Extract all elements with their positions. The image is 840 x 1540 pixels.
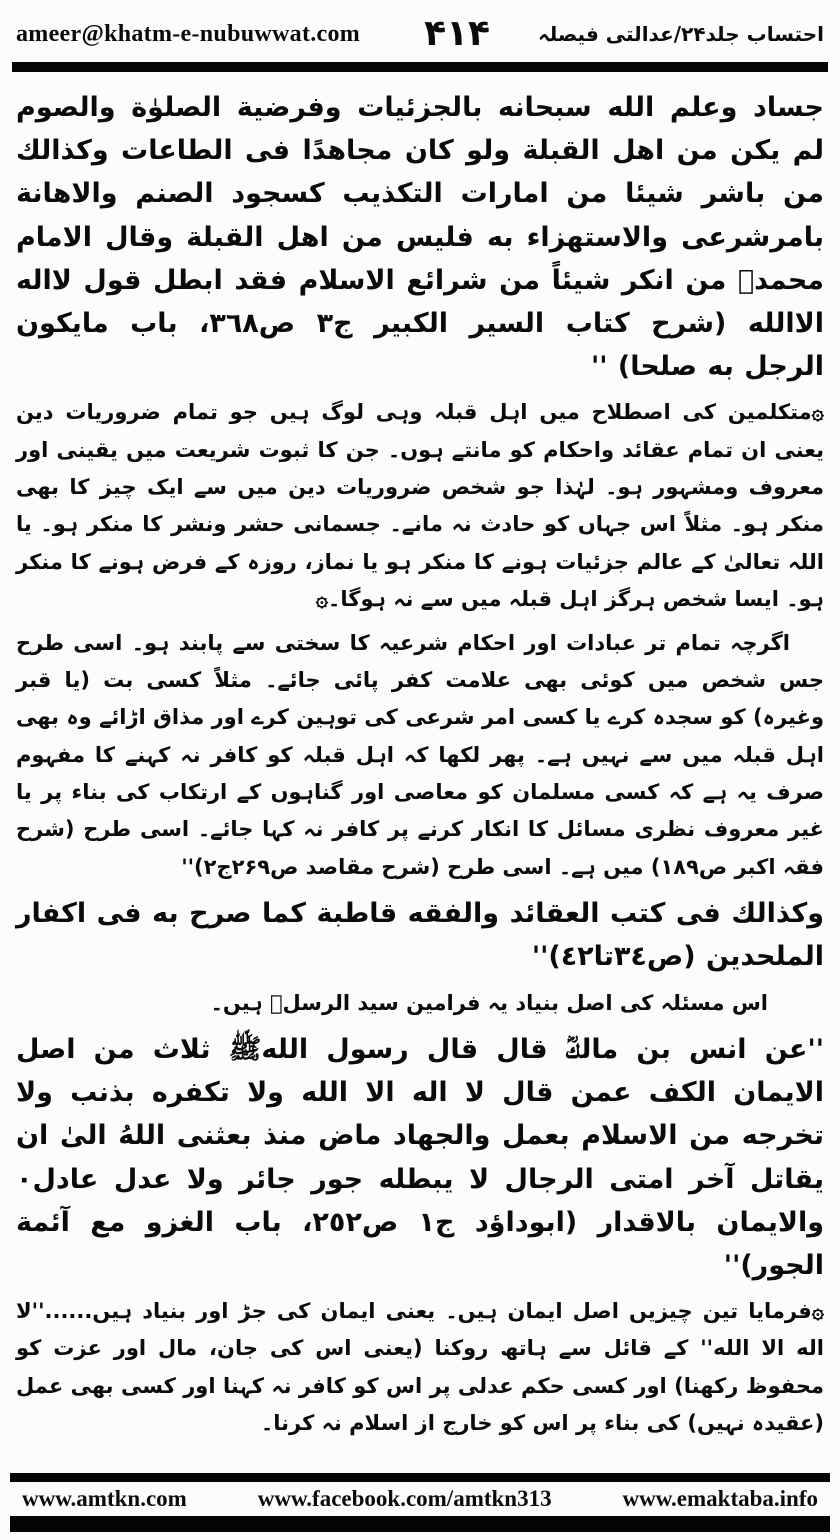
paragraph-arabic-hadith: ''عن انس بن مالكؓ قال قال رسول اللهﷺ ثلاث من اصل الايمان الكف عمن قال لا اله الا الله ولا تكفره بذنب ولا تخرجه من الاسلام بعمل والجهاد ماض منذ بعثنى اللهُ الىٰ ان يقاتل آخر امتى الرجال لا يبطله جور جائر ولا عدل عادل۰ والايمان بالاقدار (ابوداؤد ج١ ص٢٥٢، باب الغزو مع آئمة الجور)'' xyxy=(16,1033,824,1281)
paragraph-urdu-commentary: ۞فرمایا تین چیزیں اصل ایمان ہیں۔ یعنی ایمان کی جڑ اور بنیاد ہیں......''لا اله الا الله'' کے قائل سے ہاتھ روکنا (یعنی اس کی جان، مال اور عزت کو محفوظ رکھنا) اور کسی حکم عدلی پر اس کو کافر نہ کہنا اور کسی بھی عمل (عقیدہ نہیں) کی بناء پر اس کو خارج از اسلام نہ کرنا۔ xyxy=(16,1299,824,1436)
paragraph-urdu-lead-in: اس مسئلہ کی اصل بنیاد یہ فرامین سید الرسلؐ ہیں۔ xyxy=(210,990,768,1015)
paragraph-arabic-quote-1: جساد وعلم الله سبحانه بالجزئيات وفرضية الصلوٰة والصوم لم يكن من اهل القبلة ولو كان مجاهدًا فى الطاعات وكذالك من باشر شيئا من امارات التكذيب كسجود الصنم والاهانة بامرشرعى والاستهزاء به فليس من اهل القبلة وقال الامام محمدؒ من انكر شيئاً من شرائع الاسلام فقد ابطل قول لااله الاالله (شرح كتاب السير الكبير ج٣ ص٣٦٨، باب مايكون الرجل به صلحا) '' xyxy=(16,92,824,383)
footer-link-amtkn: www.amtkn.com xyxy=(22,1486,187,1511)
footer-link-emaktaba: www.emaktaba.info xyxy=(622,1486,818,1511)
page-header xyxy=(0,0,840,54)
header-rule xyxy=(12,62,828,72)
page-footer xyxy=(0,1473,840,1540)
page-title: احتساب جلد۲۴/عدالتی فیصلہ xyxy=(537,22,824,46)
footer-link-facebook: www.facebook.com/amtkn313 xyxy=(257,1486,552,1511)
page-body xyxy=(0,82,840,1473)
paragraph-urdu-explanation-1: ۞متکلمین کی اصطلاح میں اہل قبلہ وہی لوگ ہیں جو تمام ضروریات دین یعنی ان تمام عقائد واحکام کو مانتے ہوں۔ جن کا ثبوت شریعت میں یقینی اور معروف ومشہور ہو۔ لہٰذا جو شخص ضروریات دین میں سے ایک چیز کا بھی منکر ہو۔ مثلاً اس جہاں کو حادث نہ مانے۔ جسمانی حشر ونشر کا منکر ہو۔ یا اللہ تعالیٰ کے عالم جزئیات ہونے کا منکر ہو یا نماز، روزہ کے فرض ہونے کا منکر ہو۔ ایسا شخص ہرگز اہل قبلہ میں سے نہ ہوگا۔۞ xyxy=(16,400,824,612)
paragraph-urdu-explanation-2: اگرچہ تمام تر عبادات اور احکام شرعیہ کا سختی سے پابند ہو۔ اسی طرح جس شخص میں کوئی بھی علامت کفر پائی جائے۔ مثلاً کسی بت (یا قبر وغیرہ) کو سجدہ کرے یا کسی امر شرعی کی توہین کرے اور مذاق اڑائے وہ بھی اہل قبلہ میں سے نہیں ہے۔ پھر لکھا کہ اہل قبلہ کو کافر نہ کہنے کا مفہوم صرف یہ ہے کہ کسی مسلمان کو معاصی اور گناہوں کے ارتکاب کی بناء پر یا غیر معروف نظری مسائل کا انکار کرنے پر کافر نہ کہا جائے۔ اسی طرح (شرح فقہ اکبر ص۱۸۹) میں ہے۔ اسی طرح (شرح مقاصد ص۲۶۹ج۲)'' xyxy=(16,630,824,879)
header-email: ameer@khatm-e-nubuwwat.com xyxy=(16,20,361,47)
paragraph-arabic-quote-2: وكذالك فى كتب العقائد والفقه قاطبة كما صرح به فى اكفار الملحدين (ص٣٤تا٤٢)'' xyxy=(16,898,824,973)
footer-bar-bottom xyxy=(10,1516,830,1532)
page-number: ۴۱۴ xyxy=(424,13,491,54)
footer-bar-top xyxy=(10,1473,830,1482)
footer-links xyxy=(0,1482,840,1516)
